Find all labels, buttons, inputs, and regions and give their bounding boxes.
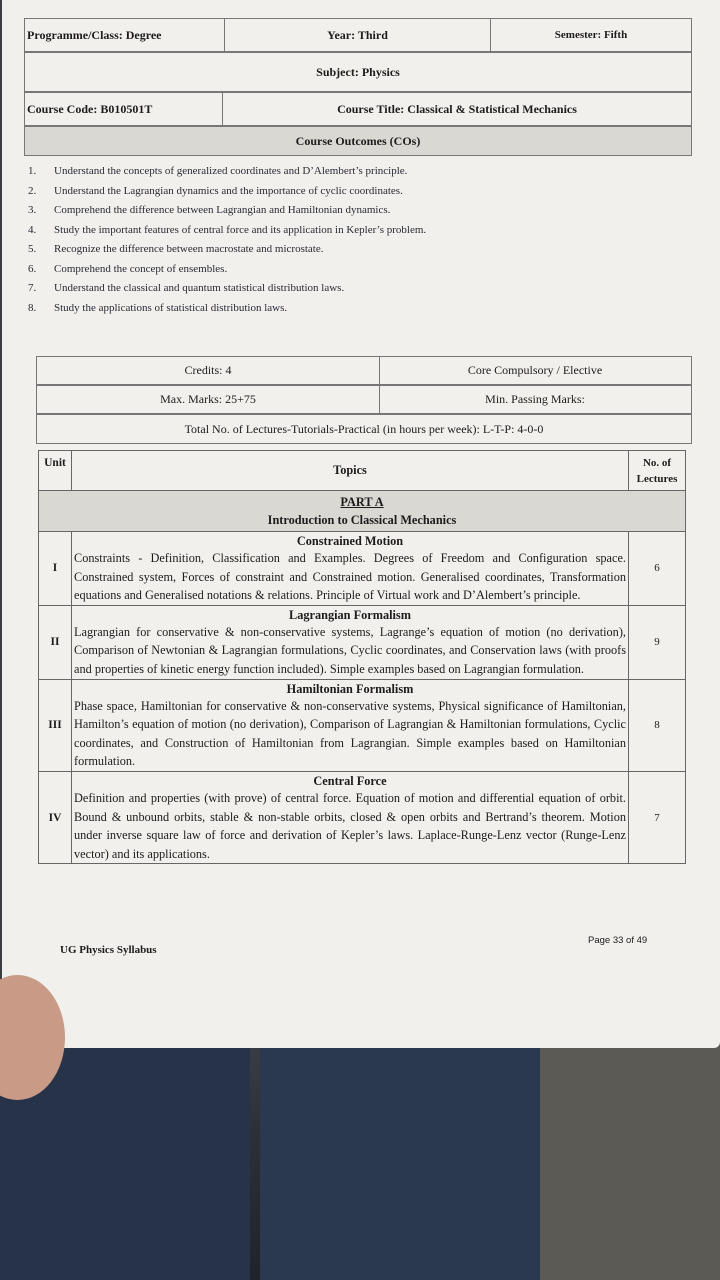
ltp-cell <box>37 415 691 443</box>
max-marks-label: Max. Marks: 25+75 <box>160 392 256 406</box>
right-leg <box>260 1040 540 1280</box>
unit-heading: Constrained Motion <box>296 534 404 548</box>
page-number: Page 33 of 49 <box>588 935 648 946</box>
outcome-item <box>28 221 688 241</box>
unit-lectures: 6 <box>629 532 686 606</box>
unit-row <box>39 679 686 771</box>
semester-label: Semester: Fifth <box>554 29 628 41</box>
unit-row <box>39 771 686 863</box>
part-title: Introduction to Classical Mechanics <box>267 513 457 527</box>
outcome-text: Recognize the difference between macrostate and microstate. <box>54 243 324 255</box>
part-cell <box>39 491 686 532</box>
outcome-text: Understand the classical and quantum statistical distribution laws. <box>54 282 345 294</box>
programme-label: Programme/Class: Degree <box>27 27 162 42</box>
outcome-number: 6. <box>28 262 37 275</box>
unit-number: II <box>39 605 72 679</box>
unit-description: Lagrangian for conservative & non-conservative systems, Lagrange’s equation of motion (no derivation), Comparison of Newtonian & Lagrangian formulations, Cyclic coordinates, and Conservation laws (with proofs and properties of kinetic energy function included). Simple examples based on Lagrangian formulation. <box>74 624 626 676</box>
syllabus-sheet <box>24 10 692 930</box>
outcome-number: 3. <box>28 204 37 216</box>
outcome-text: Comprehend the concept of ensembles. <box>54 262 228 275</box>
unit-lectures: 7 <box>629 771 686 863</box>
outcome-text: Understand the concepts of generalized coordinates and D’Alembert’s principle. <box>54 165 408 177</box>
unit-number: III <box>39 679 72 771</box>
unit-number: IV <box>39 771 72 863</box>
outcome-text: Study the important features of central force and its application in Kepler’s problem. <box>54 223 427 236</box>
ltp-row <box>36 414 692 444</box>
credits-row <box>36 356 692 385</box>
year-label: Year: Third <box>327 27 388 42</box>
outcome-item <box>28 279 688 299</box>
outcome-text: Understand the Lagrangian dynamics and the importance of cyclic coordinates. <box>54 184 403 197</box>
core-cell <box>379 357 691 384</box>
min-marks-cell <box>379 386 691 413</box>
outcome-item <box>28 182 688 202</box>
syllabus-page <box>2 0 720 1048</box>
unit-description: Constraints - Definition, Classification and Examples. Degrees of Freedom and Configuration space. Constrained system, Forces of constraint and Constrained motion. Generalised coordinates, Transformation equations and Generalised notations & relations. Principle of Virtual work and D’Alembert’s principle. <box>74 551 626 603</box>
unit-heading: Lagrangian Formalism <box>289 607 411 622</box>
unit-number: I <box>39 532 72 606</box>
header-row-1 <box>24 18 692 52</box>
unit-topic-cell <box>72 605 629 679</box>
outcome-number: 8. <box>28 301 37 314</box>
unit-heading: Hamiltonian Formalism <box>286 681 414 696</box>
lectures-column-header: No. of Lectures <box>629 451 686 491</box>
max-marks-cell <box>37 386 380 413</box>
core-label: Core Compulsory / Elective <box>467 363 603 377</box>
part-label: PART A <box>340 495 384 509</box>
subject-row <box>24 52 692 92</box>
outcome-number: 4. <box>28 223 37 236</box>
part-row <box>39 491 686 532</box>
min-marks-label: Min. Passing Marks: <box>485 392 585 406</box>
unit-description: Definition and properties (with prove) of central force. Equation of motion and differential equation of orbit. Bound & unbound orbits, stable & non-stable orbits, closed & open orbits and Bertrand’s theorem. Motion under inverse square law of force and derivation of Kepler’s laws. Laplace-Runge-Lenz vector (Runge-Lenz vector) and its applications. <box>74 790 626 861</box>
unit-column-header: Unit <box>39 451 72 491</box>
semester-cell <box>491 19 691 51</box>
outcome-item <box>28 299 688 319</box>
marks-row <box>36 385 692 414</box>
unit-topic-cell <box>72 679 629 771</box>
course-code-cell <box>25 93 223 125</box>
unit-description: Phase space, Hamiltonian for conservative & non-conservative systems, Physical significance of Hamiltonian, Hamilton’s equation of motion (no derivation), Comparison of Lagrangian & Hamiltonian formulations, Cyclic coordinates, and Construction of Hamiltonian from Lagrangian. Simple examples based on Hamiltonian formulation. <box>74 698 626 769</box>
footer-title: UG Physics Syllabus <box>60 944 157 956</box>
outcome-item <box>28 201 688 221</box>
outcome-item <box>28 240 688 260</box>
outcome-number: 5. <box>28 243 37 255</box>
outcome-number: 1. <box>28 165 37 177</box>
programme-cell <box>25 19 225 51</box>
header-row-3 <box>24 92 692 126</box>
course-title-label: Course Title: Classical & Statistical Mechanics <box>337 101 577 116</box>
outcome-number: 7. <box>28 282 37 294</box>
outcome-item <box>28 162 688 182</box>
outcome-text: Study the applications of statistical distribution laws. <box>54 301 288 314</box>
units-table <box>38 450 686 864</box>
unit-heading: Central Force <box>313 773 387 788</box>
topics-column-header: Topics <box>72 451 629 491</box>
outcomes-title: Course Outcomes (COs) <box>295 133 421 148</box>
year-cell <box>225 19 491 51</box>
unit-lectures: 9 <box>629 605 686 679</box>
course-title-cell <box>223 93 691 125</box>
ltp-label: Total No. of Lectures-Tutorials-Practical (in hours per week): L-T-P: 4-0-0 <box>184 421 544 436</box>
floor-tile <box>520 1040 720 1280</box>
outcomes-list <box>28 162 688 318</box>
table-header-row <box>39 451 686 491</box>
outcome-number: 2. <box>28 184 37 197</box>
outcomes-heading-row <box>24 126 692 156</box>
outcome-item <box>28 260 688 280</box>
unit-topic-cell <box>72 532 629 606</box>
unit-row <box>39 532 686 606</box>
course-code-label: Course Code: B010501T <box>27 101 153 116</box>
unit-topic-cell <box>72 771 629 863</box>
subject-label: Subject: Physics <box>316 64 400 79</box>
credits-cell <box>37 357 380 384</box>
unit-lectures: 8 <box>629 679 686 771</box>
credits-label: Credits: 4 <box>184 363 232 377</box>
outcome-text: Comprehend the difference between Lagrangian and Hamiltonian dynamics. <box>54 204 391 216</box>
unit-row <box>39 605 686 679</box>
